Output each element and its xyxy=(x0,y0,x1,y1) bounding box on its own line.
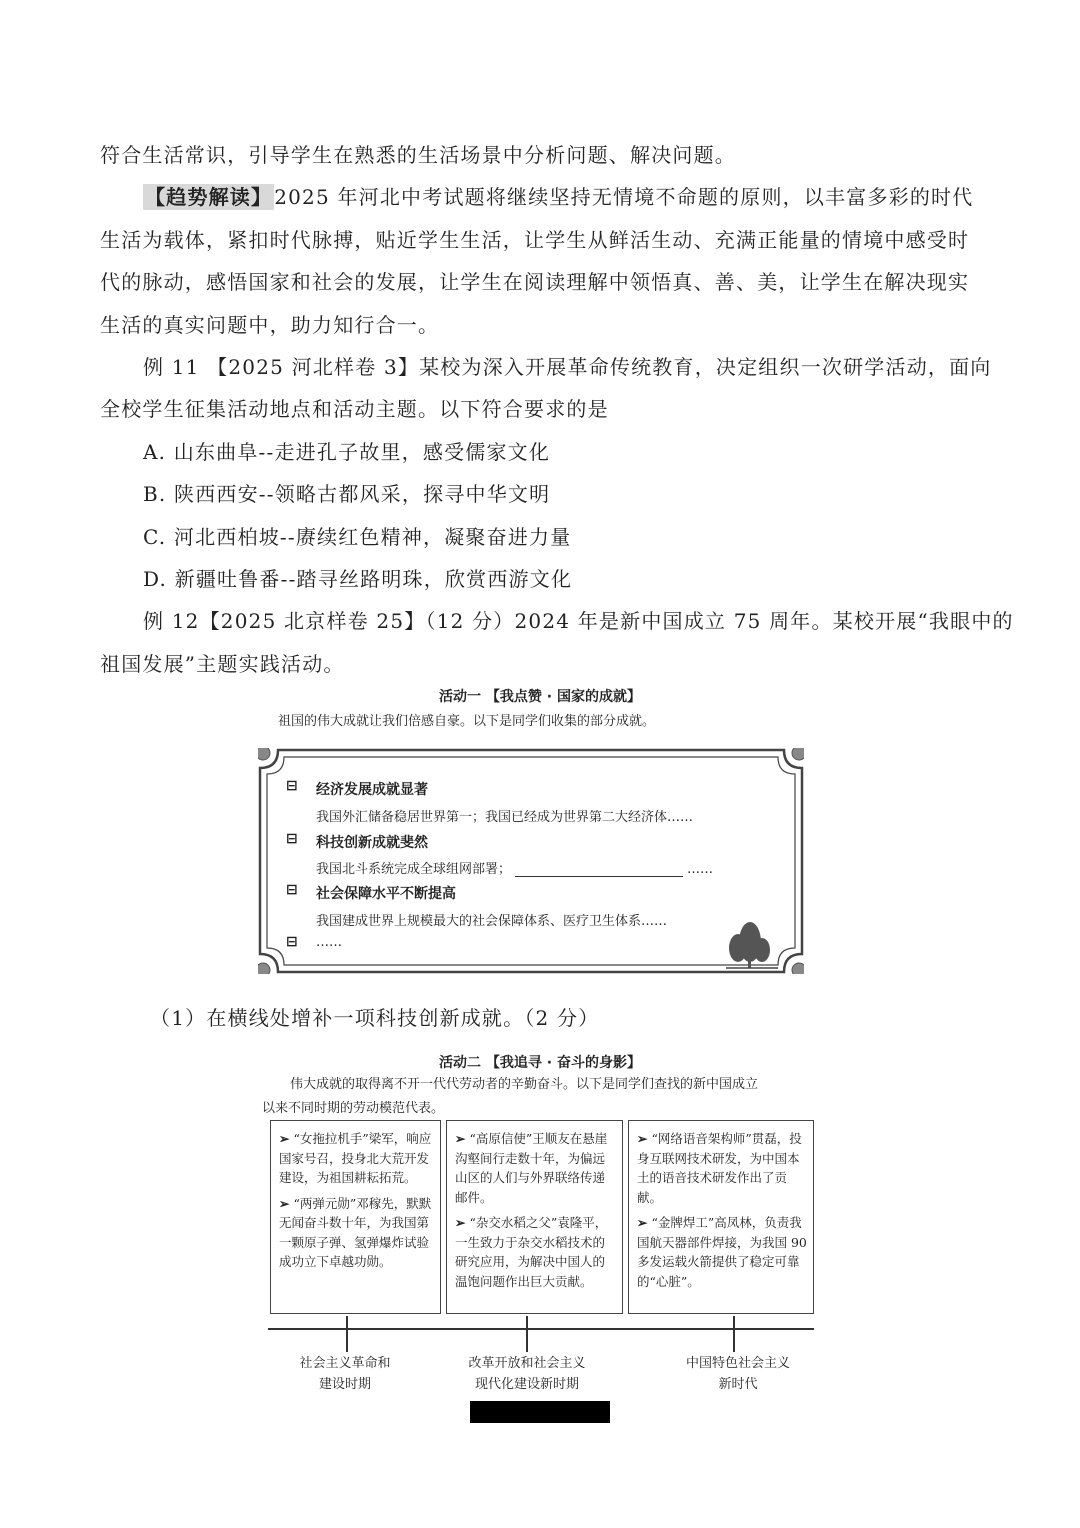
achievement-heading: …… xyxy=(316,935,342,950)
option-d: D. 新疆吐鲁番--踏寻丝路明珠，欣赏西游文化 xyxy=(143,567,573,591)
timeline-tick xyxy=(733,1316,735,1352)
period-line: 现代化建设新时期 xyxy=(474,1377,579,1392)
redaction-bar xyxy=(470,1401,610,1423)
model-worker-box-2 xyxy=(446,1120,623,1314)
arrow-icon: ➢ xyxy=(637,1215,648,1230)
entry-text: “女拖拉机手”梁军，响应国家号召，投身北大荒开发建设，为祖国耕耘拓荒。 xyxy=(279,1131,432,1185)
model-worker-entry xyxy=(279,1194,434,1272)
period-line: 社会主义革命和 xyxy=(299,1356,391,1371)
text-line: 符合生活常识，引导学生在熟悉的生活场景中分析问题、解决问题。 xyxy=(100,143,736,167)
achievement-detail: 我国建成世界上规模最大的社会保障体系、医疗卫生体系…… xyxy=(316,914,668,929)
bookmark-icon: ⊟ xyxy=(286,882,298,898)
model-worker-box-3 xyxy=(628,1120,814,1314)
question-1: （1）在横线处增补一项科技创新成就。（2 分） xyxy=(150,1006,600,1030)
timeline-tick xyxy=(526,1316,528,1352)
arrow-icon: ➢ xyxy=(637,1131,648,1146)
timeline-tick xyxy=(346,1316,348,1352)
achievement-detail: 我国外汇储备稳居世界第一；我国已经成为世界第二大经济体…… xyxy=(316,810,694,825)
achievement-heading: 科技创新成就斐然 xyxy=(316,835,428,851)
entry-text: “网络语音架构师”贯磊，投身互联网技术研发，为中国本土的语音技术研发作出了贡献。 xyxy=(637,1131,802,1205)
bookmark-icon: ⊟ xyxy=(286,934,298,950)
ellipsis: …… xyxy=(687,862,714,877)
model-worker-entry xyxy=(455,1129,616,1207)
answer-blank[interactable] xyxy=(515,864,683,877)
achievement-detail-text: 我国北斗系统完成全球组网部署； xyxy=(316,862,512,877)
option-c: C. 河北西柏坡--赓续红色精神，凝聚奋进力量 xyxy=(143,525,572,549)
activity2-intro: 以来不同时期的劳动模范代表。 xyxy=(262,1101,445,1116)
period-label xyxy=(452,1353,602,1395)
model-worker-entry xyxy=(455,1213,616,1291)
activity2-intro: 伟大成就的取得离不开一代代劳动者的辛勤奋斗。以下是同学们查找的新中国成立 xyxy=(290,1077,759,1092)
text-line-rest: 2025 年河北中考试题将继续坚持无情境不命题的原则，以丰富多彩的时代 xyxy=(274,185,974,209)
model-worker-entry xyxy=(279,1129,434,1188)
bookmark-icon: ⊟ xyxy=(286,831,298,847)
achievement-frame xyxy=(258,748,804,974)
trees-icon xyxy=(726,922,778,968)
achievement-heading: 经济发展成就显著 xyxy=(316,782,428,798)
example-11-stem: 例 11 【2025 河北样卷 3】某校为深入开展革命传统教育，决定组织一次研学活动，面向 xyxy=(143,355,992,379)
activity2-title: 活动二 【我追寻 · 奋斗的身影】 xyxy=(439,1055,641,1071)
entry-text: “杂交水稻之父”袁隆平，一生致力于杂交水稻技术的研究应用，为解决中国人的温饱问题作出巨大贡献。 xyxy=(455,1215,608,1289)
period-label xyxy=(280,1353,410,1395)
text-line: 生活的真实问题中，助力知行合一。 xyxy=(100,313,440,337)
option-b: B. 陕西西安--领略古都风采，探寻中华文明 xyxy=(143,482,551,506)
model-worker-box-1 xyxy=(270,1120,441,1314)
example-12-stem: 祖国发展”主题实践活动。 xyxy=(100,652,345,676)
achievement-detail xyxy=(316,858,713,877)
bookmark-icon: ⊟ xyxy=(286,778,298,794)
period-line: 改革开放和社会主义 xyxy=(468,1356,586,1371)
model-worker-entry xyxy=(637,1129,807,1207)
entry-text: “高原信使”王顺友在悬崖沟壑间行走数十年，为偏远山区的人们与外界联络传递邮件。 xyxy=(455,1131,608,1205)
entry-text: “金牌焊工”高凤林，负责我国航天器部件焊接，为我国 90 多发运载火箭提供了稳定可靠的“心脏”。 xyxy=(637,1215,807,1289)
activity1-title: 活动一 【我点赞 · 国家的成就】 xyxy=(439,689,641,705)
achievement-heading: 社会保障水平不断提高 xyxy=(316,886,456,902)
arrow-icon: ➢ xyxy=(455,1131,466,1146)
period-line: 新时代 xyxy=(718,1377,758,1392)
period-label xyxy=(668,1353,808,1395)
example-11-stem: 全校学生征集活动地点和活动主题。以下符合要求的是 xyxy=(100,397,609,421)
arrow-icon: ➢ xyxy=(455,1215,466,1230)
entry-text: “两弹元勋”邓稼先，默默无闻奋斗数十年，为我国第一颗原子弹、氢弹爆炸试验成功立下卓越功勋。 xyxy=(279,1195,432,1269)
text-line: 生活为载体，紧扣时代脉搏，贴近学生生活，让学生从鲜活生动、充满正能量的情境中感受时 xyxy=(100,228,970,252)
arrow-icon: ➢ xyxy=(279,1195,290,1211)
text-line xyxy=(143,183,973,211)
period-line: 中国特色社会主义 xyxy=(685,1356,790,1371)
option-a: A. 山东曲阜--走进孔子故里，感受儒家文化 xyxy=(143,440,551,464)
period-line: 建设时期 xyxy=(318,1377,371,1392)
trend-tag: 【趋势解读】 xyxy=(145,185,273,209)
arrow-icon: ➢ xyxy=(279,1131,290,1146)
text-line: 代的脉动，感悟国家和社会的发展，让学生在阅读理解中领悟真、善、美，让学生在解决现实 xyxy=(100,270,970,294)
model-worker-entry xyxy=(637,1213,807,1291)
activity1-intro: 祖国的伟大成就让我们倍感自豪。以下是同学们收集的部分成就。 xyxy=(278,714,656,729)
example-12-stem: 例 12【2025 北京样卷 25】（12 分）2024 年是新中国成立 75 周年。某校开展“我眼中的 xyxy=(143,609,1014,633)
